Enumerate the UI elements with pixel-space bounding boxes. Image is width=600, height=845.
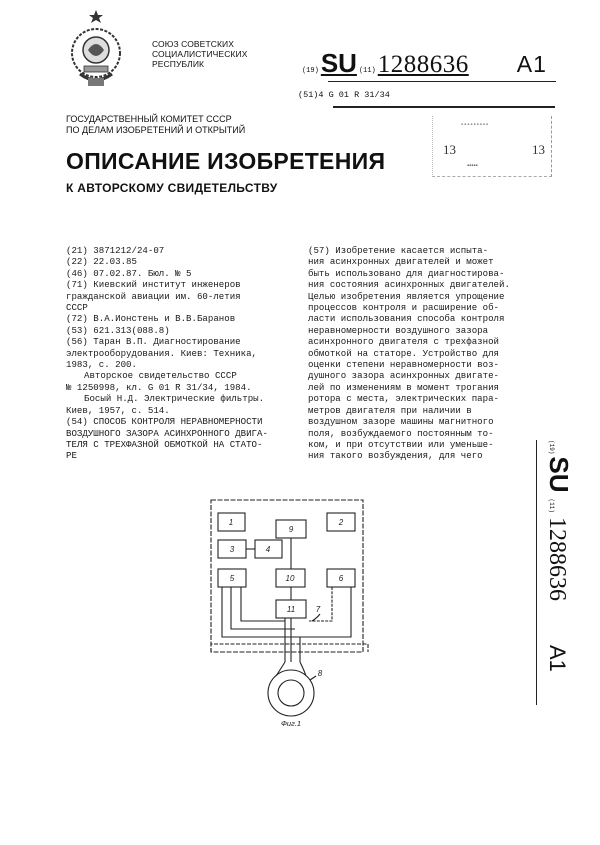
stamp-text: ▪▪▪▪▪▪▪▪▪: [461, 122, 490, 128]
ipc-underline: [333, 106, 555, 108]
block-label: 3: [229, 545, 235, 554]
stamp-number-left: 13: [443, 142, 456, 157]
abstract-line: (57) Изобретение касается испыта-: [308, 245, 489, 256]
number-underline: [328, 81, 556, 82]
stamp-number-right: 13: [532, 142, 545, 157]
abstract-line: ротора с места, электрических пара-: [308, 393, 499, 405]
abstract-line: лей по изменениям в момент трогания: [308, 381, 499, 393]
ussr-emblem-icon: [70, 8, 122, 98]
block-label: 2: [338, 518, 344, 527]
bibliography-column: [66, 245, 301, 462]
committee-name: [66, 114, 245, 135]
abstract-line: Целью изобретения является упрощение: [308, 290, 505, 302]
union-name: [152, 39, 247, 69]
invention-title-line: ВОЗДУШНОГО ЗАЗОРА АСИНХРОННОГО ДВИГА-: [66, 427, 268, 439]
biblio-line: Босый Н.Д. Электрические фильтры.: [84, 393, 265, 405]
publication-number: [302, 48, 547, 79]
biblio-line: (22) 22.03.85: [66, 256, 137, 268]
union-line: СОЮЗ СОВЕТСКИХ: [152, 39, 235, 49]
block-label: 4: [265, 545, 271, 554]
country-code: SU: [320, 48, 357, 78]
stamp-text: ▪▪▪▪▪: [467, 163, 478, 169]
abstract-line: обмоткой на статоре. Устройство для: [308, 347, 499, 359]
block-label: 6: [338, 574, 344, 583]
ipc-classification: (51)4 G 01 R 31/34: [298, 90, 390, 100]
kind-code: A1: [516, 51, 547, 77]
abstract-line: неравномерности воздушного зазора: [308, 324, 489, 336]
invention-title-line: ТЕЛЯ С ТРЕХФАЗНОЙ ОБМОТКОЙ НА СТАТО-: [66, 438, 263, 450]
side-code-11: (11): [548, 498, 555, 513]
document-subtitle: К АВТОРСКОМУ СВИДЕТЕЛЬСТВУ: [66, 181, 278, 195]
biblio-line: гражданской авиации им. 60-летия: [66, 290, 241, 302]
biblio-line: (71) Киевский институт инженеров: [66, 279, 241, 291]
committee-line: ГОСУДАРСТВЕННЫЙ КОМИТЕТ СССР: [66, 114, 232, 124]
code-19: (19): [302, 67, 319, 75]
union-line: СОЦИАЛИСТИЧЕСКИХ: [152, 49, 248, 59]
side-country-code: SU: [544, 456, 574, 493]
biblio-line: Киев, 1957, с. 514.: [66, 404, 170, 416]
block-label: 11: [286, 605, 296, 614]
abstract-line: ком, и при отсутствии или уменьше-: [308, 438, 494, 450]
biblio-line: (46) 07.02.87. Бюл. № 5: [66, 267, 192, 279]
code-11: (11): [358, 67, 376, 75]
block-label: 9: [288, 525, 294, 534]
abstract-line: душного зазора асинхронных двигате-: [308, 370, 499, 382]
abstract-line: ния такого возбуждения, для чего: [308, 450, 483, 462]
document-title: ОПИСАНИЕ ИЗОБРЕТЕНИЯ: [66, 148, 386, 174]
biblio-line: (21) 3871212/24-07: [66, 245, 165, 256]
figure-caption: Фиг.1: [280, 719, 302, 728]
library-stamp: [432, 116, 552, 177]
block-label: 10: [285, 574, 295, 583]
union-line: РЕСПУБЛИК: [152, 59, 205, 69]
side-patent-number: 1288636: [544, 516, 570, 601]
biblio-line: № 1250998, кл. G 01 R 31/34, 1984.: [66, 381, 252, 393]
biblio-line: (72) В.А.Ионстень и В.В.Баранов: [66, 313, 236, 325]
motor-rotor: [278, 680, 304, 706]
abstract-line: ния состояния асинхронных двигателей.: [308, 279, 510, 291]
biblio-line: (56) Таран В.П. Диагностирование: [66, 336, 241, 348]
block-label: 1: [228, 518, 234, 527]
abstract-line: оценки степени неравномерности воз-: [308, 359, 499, 371]
abstract-line: асинхронного двигателя с трехфазной: [308, 336, 499, 348]
abstract-line: воздушном зазоре машины магнитного: [308, 416, 494, 428]
side-publication-number: [530, 440, 574, 700]
invention-title-line: РЕ: [66, 450, 77, 462]
patent-number: 1288636: [377, 51, 469, 78]
abstract-line: метров двигателя при наличии в: [308, 404, 472, 416]
abstract-column: [308, 245, 553, 462]
biblio-line: (53) 621.313(088.8): [66, 324, 170, 336]
abstract-line: быть использовано для диагностирова-: [308, 267, 505, 279]
wire-label: 7: [315, 605, 321, 614]
figure-1-diagram: [200, 490, 380, 730]
biblio-line: 1983, с. 200.: [66, 359, 137, 371]
biblio-line: электрооборудования. Киев: Техника,: [66, 347, 257, 359]
biblio-line: СССР: [66, 302, 88, 314]
motor-stator: [268, 670, 314, 716]
invention-title-line: (54) СПОСОБ КОНТРОЛЯ НЕРАВНОМЕРНОСТИ: [66, 416, 263, 428]
side-kind-code: A1: [545, 644, 570, 672]
side-code-19: (19): [548, 440, 555, 455]
biblio-line: Авторское свидетельство СССР: [84, 370, 237, 382]
abstract-line: ния асинхронных двигателей и может: [308, 256, 494, 268]
abstract-line: поля, возбуждаемого постоянным то-: [308, 427, 494, 439]
committee-line: ПО ДЕЛАМ ИЗОБРЕТЕНИЙ И ОТКРЫТИЙ: [66, 124, 246, 135]
abstract-line: процессов контроля и расширение об-: [308, 302, 499, 314]
motor-label: 8: [317, 669, 323, 678]
block-label: 5: [229, 574, 235, 583]
abstract-line: ласти использования способа контроля: [308, 313, 505, 325]
